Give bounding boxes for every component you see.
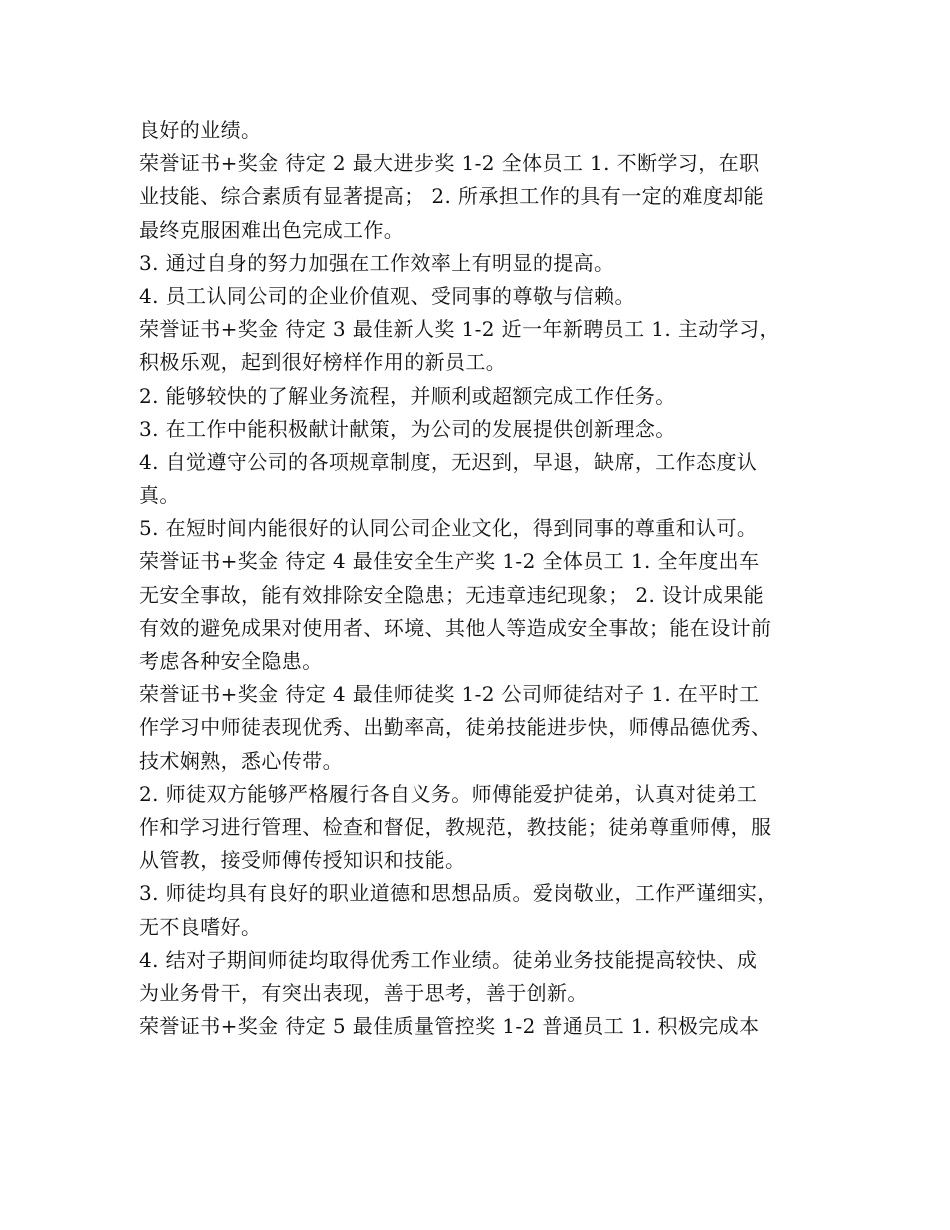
text-line: 5. 在短时间内能很好的认同公司企业文化，得到同事的尊重和认可。 xyxy=(139,516,758,541)
text-line: 2. 师徒双方能够严格履行各自义务。师傅能爱护徒弟，认真对徒弟工 xyxy=(139,781,758,806)
text-line: 真。 xyxy=(139,483,180,508)
text-line: 无安全事故，能有效排除安全隐患；无违章违纪现象； 2. 设计成果能 xyxy=(139,582,764,607)
text-line: 荣誉证书+奖金 待定 4 最佳师徒奖 1-2 公司师徒结对子 1. 在平时工 xyxy=(139,682,760,707)
text-line: 3. 在工作中能积极献计献策，为公司的发展提供创新理念。 xyxy=(139,416,676,441)
text-line: 为业务骨干，有突出表现，善于思考，善于创新。 xyxy=(139,980,588,1005)
text-line: 作学习中师徒表现优秀、出勤率高，徒弟技能进步快，师傅品德优秀、 xyxy=(139,715,772,740)
text-line: 荣誉证书+奖金 待定 5 最佳质量管控奖 1-2 普通员工 1. 积极完成本 xyxy=(139,1014,760,1039)
text-line: 无不良嗜好。 xyxy=(139,914,262,939)
text-line: 荣誉证书+奖金 待定 4 最佳安全生产奖 1-2 全体员工 1. 全年度出车 xyxy=(139,549,760,574)
text-line: 从管教，接受师傅传授知识和技能。 xyxy=(139,848,466,873)
text-line: 积极乐观，起到很好榜样作用的新员工。 xyxy=(139,350,507,375)
text-line: 最终克服困难出色完成工作。 xyxy=(139,217,405,242)
text-line: 技术娴熟，悉心传带。 xyxy=(139,748,343,773)
text-line: 荣誉证书+奖金 待定 2 最大进步奖 1-2 全体员工 1. 不断学习，在职 xyxy=(139,151,760,176)
text-line: 2. 能够较快的了解业务流程，并顺利或超额完成工作任务。 xyxy=(139,383,676,408)
text-line: 作和学习进行管理、检查和督促，教规范，教技能；徒弟尊重师傅，服 xyxy=(139,814,772,839)
document-body xyxy=(139,114,829,1043)
text-line: 荣誉证书+奖金 待定 3 最佳新人奖 1-2 近一年新聘员工 1. 主动学习， xyxy=(139,317,780,342)
text-line: 4. 员工认同公司的企业价值观、受同事的尊敬与信赖。 xyxy=(139,283,635,308)
text-line: 4. 自觉遵守公司的各项规章制度，无迟到，早退，缺席，工作态度认 xyxy=(139,449,758,474)
text-line: 有效的避免成果对使用者、环境、其他人等造成安全事故；能在设计前 xyxy=(139,615,772,640)
text-line: 业技能、综合素质有显著提高； 2. 所承担工作的具有一定的难度却能 xyxy=(139,184,764,209)
text-line: 良好的业绩。 xyxy=(139,118,262,142)
text-line: 3. 通过自身的努力加强在工作效率上有明显的提高。 xyxy=(139,250,615,275)
text-line: 考虑各种安全隐患。 xyxy=(139,649,323,673)
text-line: 3. 师徒均具有良好的职业道德和思想品质。爱岗敬业，工作严谨细实， xyxy=(139,881,778,906)
text-line: 4. 结对子期间师徒均取得优秀工作业绩。徒弟业务技能提高较快、成 xyxy=(139,947,758,972)
